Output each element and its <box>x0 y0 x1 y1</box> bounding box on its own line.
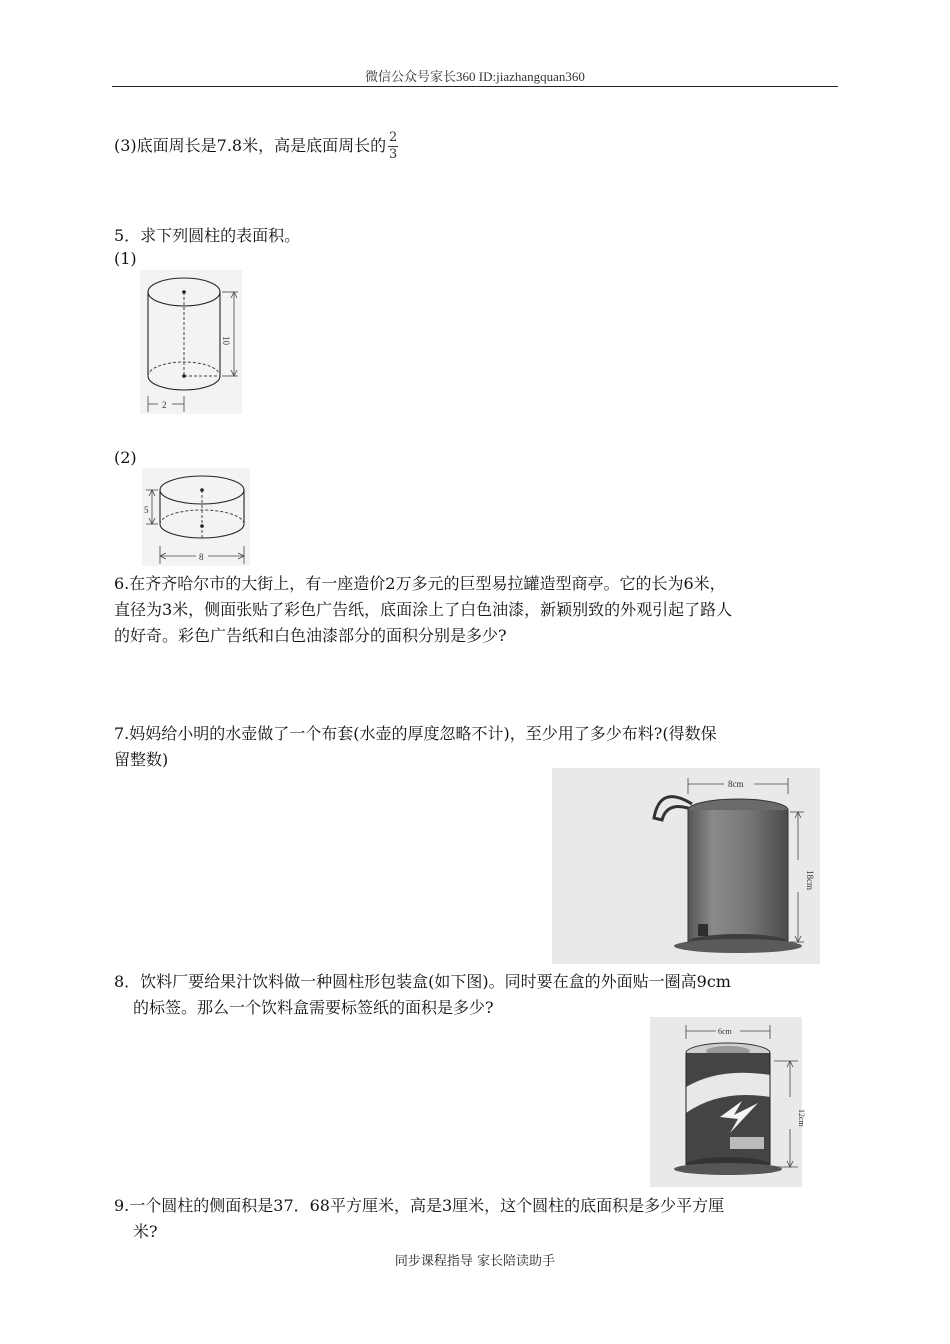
fraction-numerator: 2 <box>388 130 398 145</box>
header-rule <box>112 86 838 87</box>
kettle-cover-figure <box>552 768 820 964</box>
figure-2-diameter-label: 8 <box>199 552 204 562</box>
question-6-line-1: 6.在齐齐哈尔市的大街上，有一座造价2万多元的巨型易拉罐造型商亭。它的长为6米， <box>114 574 726 593</box>
question-6-line-2: 直径为3米，侧面张贴了彩色广告纸，底面涂上了白色油漆，新颖别致的外观引起了路人 <box>114 600 733 619</box>
question-7-line-2: 留整数) <box>114 750 169 769</box>
question-9-line-2: 米? <box>133 1222 158 1241</box>
kettle-height-label: 18cm <box>805 870 815 890</box>
figure-2-height-label: 5 <box>144 505 149 515</box>
question-7-line-1: 7.妈妈给小明的水壶做了一个布套(水壶的厚度忽略不计)，至少用了多少布料?(得数保 <box>114 724 717 743</box>
juice-box-figure <box>650 1017 806 1187</box>
question-8-line-1: 8．饮料厂要给果汁饮料做一种圆柱形包装盒(如下图)。同时要在盒的外面贴一圈高9cm <box>114 972 731 991</box>
page-footer: 同步课程指导 家长陪读助手 <box>394 1254 556 1269</box>
question-4-part-3-text: (3)底面周长是7.8米，高是底面周长的 <box>114 136 387 155</box>
fraction-two-thirds <box>388 131 398 162</box>
figure-1-radius-label: 2 <box>162 400 167 410</box>
page-header: 微信公众号家长360 ID:jiazhangquan360 <box>365 69 585 84</box>
cylinder-figure-1 <box>140 270 242 414</box>
question-5-part-2-label: (2) <box>114 448 137 467</box>
question-5-part-1-label: (1) <box>114 249 137 268</box>
fraction-denominator: 3 <box>388 147 398 162</box>
kettle-width-label: 8cm <box>728 779 744 789</box>
question-4-part-3 <box>114 131 398 162</box>
figure-1-height-label: 10 <box>221 336 231 345</box>
juice-width-label: 6cm <box>718 1027 732 1036</box>
question-6-line-3: 的好奇。彩色广告纸和白色油漆部分的面积分别是多少? <box>114 626 507 645</box>
cylinder-figure-2 <box>142 468 250 566</box>
question-9-line-1: 9.一个圆柱的侧面积是37．68平方厘米，高是3厘米，这个圆柱的底面积是多少平方厘 <box>114 1196 725 1215</box>
question-5-title: 5．求下列圆柱的表面积。 <box>114 226 301 245</box>
question-8-line-2: 的标签。那么一个饮料盒需要标签纸的面积是多少? <box>133 998 494 1017</box>
juice-height-label: 12cm <box>797 1109 806 1127</box>
